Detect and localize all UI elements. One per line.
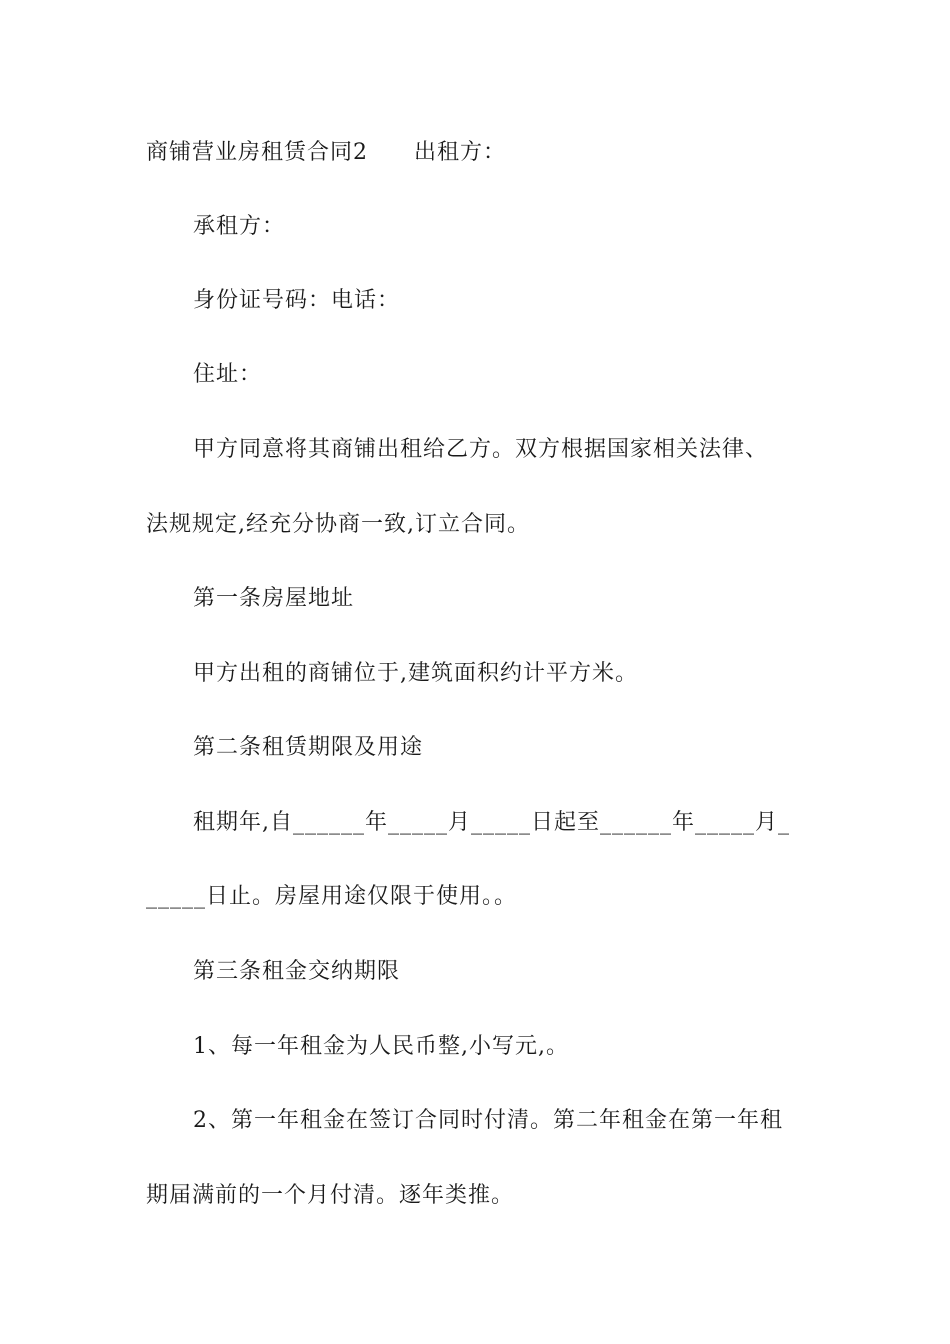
article-1-heading: 第一条房屋地址 [193,586,355,611]
article-3-item-2-line-1: 2、第一年租金在签订合同时付清。第二年租金在第一年租 [193,1108,783,1133]
address-line: 住址： [193,362,263,387]
paragraph-intro-line-2: 法规规定,经充分协商一致,订立合同。 [146,512,530,537]
title-line [146,138,816,168]
lessor-label: 出租方： [414,140,507,165]
article-2-heading: 第二条租赁期限及用途 [193,735,424,760]
lessee-line: 承租方： [193,214,286,239]
article-3-item-1: 1、每一年租金为人民币整,小写元,。 [193,1034,569,1059]
article-1-body: 甲方出租的商铺位于,建筑面积约计平方米。 [193,661,638,686]
article-2-body-line-2: _____日止。房屋用途仅限于使用。。 [146,884,518,909]
id-phone-line: 身份证号码：电话： [193,288,401,313]
article-3-item-2-line-2: 期届满前的一个月付清。逐年类推。 [146,1183,515,1208]
document-title: 商铺营业房租赁合同2 [146,140,368,165]
article-3-heading: 第三条租金交纳期限 [193,959,401,984]
paragraph-intro-line-1: 甲方同意将其商铺出租给乙方。双方根据国家相关法律、 [193,437,769,462]
article-2-body-line-1: 租期年,自______年_____月_____日起至______年_____月_ [193,810,790,835]
